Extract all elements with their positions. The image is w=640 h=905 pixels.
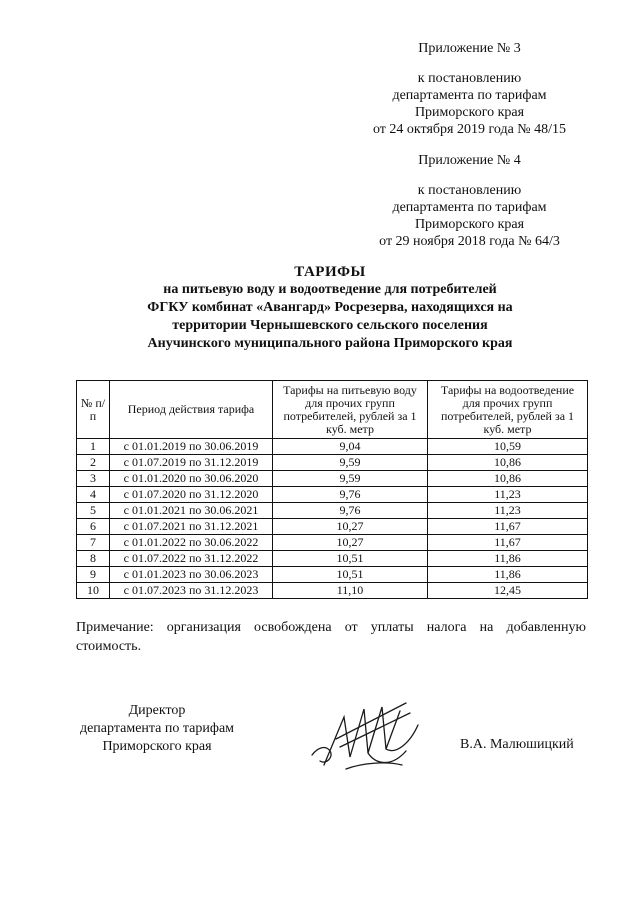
cell-period: с 01.07.2021 по 31.12.2021	[110, 519, 273, 535]
appendix-4-line: к постановлению	[417, 183, 522, 198]
cell-period: с 01.07.2019 по 31.12.2019	[110, 455, 273, 471]
cell-period: с 01.01.2020 по 30.06.2020	[110, 471, 273, 487]
cell-sewer: 11,86	[428, 551, 588, 567]
cell-num: 9	[77, 567, 110, 583]
appendix-4-line: Приморского края	[414, 217, 525, 232]
cell-water: 9,59	[273, 455, 428, 471]
signatory-position	[62, 702, 252, 756]
document-title	[60, 263, 600, 353]
handwritten-signature	[306, 695, 424, 777]
cell-period: с 01.01.2022 по 30.06.2022	[110, 535, 273, 551]
table-row	[77, 519, 588, 535]
position-line: департамента по тарифам	[79, 721, 235, 736]
table-row	[77, 551, 588, 567]
title-line: ФГКУ комбинат «Авангард» Росрезерва, находящихся на	[147, 300, 513, 315]
cell-num: 6	[77, 519, 110, 535]
header-sewer: Тарифы на водоотведение для прочих групп потребителей, рублей за 1 куб. метр	[428, 381, 588, 439]
cell-water: 10,51	[273, 551, 428, 567]
title-line: на питьевую воду и водоотведение для потребителей	[163, 282, 497, 297]
cell-sewer: 11,23	[428, 487, 588, 503]
header-water: Тарифы на питьевую воду для прочих групп потребителей, рублей за 1 куб. метр	[273, 381, 428, 439]
note-text: Примечание: организация освобождена от уплаты налога на добавленную стоимость.	[76, 620, 586, 654]
cell-period: с 01.07.2022 по 31.12.2022	[110, 551, 273, 567]
appendix-3-line: департамента по тарифам	[392, 88, 547, 103]
signatory-name: В.А. Малюшицкий	[460, 737, 574, 752]
cell-water: 10,51	[273, 567, 428, 583]
table-row	[77, 535, 588, 551]
cell-water: 10,27	[273, 519, 428, 535]
cell-water: 10,27	[273, 535, 428, 551]
cell-num: 1	[77, 439, 110, 455]
appendix-4-line: от 29 ноября 2018 года № 64/3	[379, 234, 560, 249]
table-header-row	[77, 381, 588, 439]
cell-sewer: 10,86	[428, 471, 588, 487]
cell-water: 9,76	[273, 503, 428, 519]
cell-period: с 01.01.2021 по 30.06.2021	[110, 503, 273, 519]
appendix-3-title: Приложение № 3	[418, 41, 521, 56]
cell-sewer: 11,67	[428, 535, 588, 551]
appendix-4-block	[347, 152, 592, 250]
tariffs-table	[76, 380, 588, 599]
cell-num: 3	[77, 471, 110, 487]
cell-num: 5	[77, 503, 110, 519]
cell-num: 4	[77, 487, 110, 503]
cell-water: 9,04	[273, 439, 428, 455]
cell-sewer: 12,45	[428, 583, 588, 599]
header-period: Период действия тарифа	[110, 381, 273, 439]
cell-period: с 01.07.2023 по 31.12.2023	[110, 583, 273, 599]
position-line: Директор	[128, 703, 186, 718]
cell-water: 9,59	[273, 471, 428, 487]
table-row	[77, 471, 588, 487]
cell-period: с 01.01.2019 по 30.06.2019	[110, 439, 273, 455]
table-body	[77, 439, 588, 599]
cell-num: 7	[77, 535, 110, 551]
cell-sewer: 10,59	[428, 439, 588, 455]
appendix-3-block	[347, 40, 592, 138]
cell-num: 8	[77, 551, 110, 567]
cell-sewer: 11,23	[428, 503, 588, 519]
title-main: ТАРИФЫ	[294, 264, 366, 280]
table-row	[77, 455, 588, 471]
table-row	[77, 583, 588, 599]
appendix-3-line: от 24 октября 2019 года № 48/15	[372, 122, 567, 137]
cell-period: с 01.07.2020 по 31.12.2020	[110, 487, 273, 503]
table-row	[77, 503, 588, 519]
table-row	[77, 487, 588, 503]
position-line: Приморского края	[102, 739, 212, 754]
appendix-4-line: департамента по тарифам	[392, 200, 547, 215]
table-row	[77, 567, 588, 583]
appendix-4-title: Приложение № 4	[418, 153, 521, 168]
table-row	[77, 439, 588, 455]
header-num: № п/п	[77, 381, 110, 439]
cell-sewer: 11,67	[428, 519, 588, 535]
cell-water: 11,10	[273, 583, 428, 599]
appendix-3-line: к постановлению	[417, 71, 522, 86]
cell-sewer: 11,86	[428, 567, 588, 583]
cell-num: 10	[77, 583, 110, 599]
title-line: Анучинского муниципального района Приморского края	[147, 336, 513, 351]
cell-sewer: 10,86	[428, 455, 588, 471]
appendix-3-line: Приморского края	[414, 105, 525, 120]
cell-num: 2	[77, 455, 110, 471]
cell-water: 9,76	[273, 487, 428, 503]
title-line: территории Чернышевского сельского поселения	[172, 318, 488, 333]
cell-period: с 01.01.2023 по 30.06.2023	[110, 567, 273, 583]
